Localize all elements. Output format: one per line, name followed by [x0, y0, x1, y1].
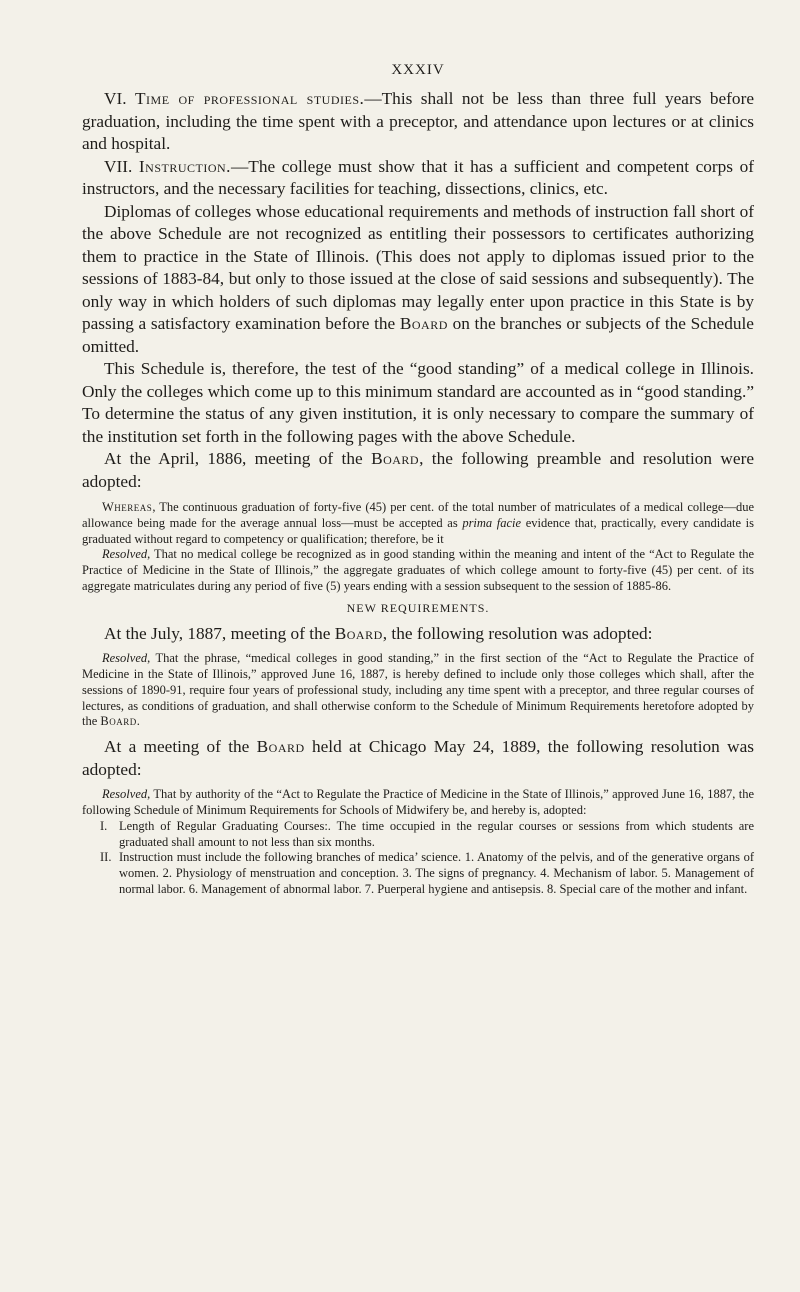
april-text: At the April, 1886, meeting of the: [104, 449, 363, 468]
resolved-text-1889: , That by authority of the “Act to Regulate the Practice of Medicine in the State of Illinois,” approved June 16, 1887, the following Schedule of Minimum Requirements for Schools of Midwifery be, and hereby is, adopted:: [82, 787, 754, 818]
list-item-text: Length of Regular Graduating Courses:. The time occupied in the regular courses or sessions from which students are graduated shall amount to not less than six months.: [119, 818, 754, 849]
diplomas-text: Diplomas of colleges whose educational requirements and methods of instruction fall short of the above Schedule are not recognized as entitling their possessors to certificates authorizing them to practice in the State of Illinois. (This does not apply to diplomas issued prior to the sessions of 1883-84, but only to those issued at the close of said sessions and subsequently). The only way in which holders of such diplomas may legally enter upon practice in this State is by passing a satisfactory examination before the: [82, 201, 754, 333]
resolved-1887: [82, 651, 754, 730]
resolved-text-1886: , That no medical college be recognized as in good standing within the meaning and intent of the “Act to Regulate the Practice of Medicine in the State of Illinois,” the aggregate graduates of which college amount to forty-five (45) per cent. of its aggregate matriculates during any period of five (5) years ending with a session subsequent to the session of 1885-86.: [82, 547, 754, 593]
page-number: XXXIV: [391, 62, 445, 78]
diplomas-paragraph: [82, 201, 754, 359]
section-vi: [82, 88, 754, 156]
resolved-label-1889: Resolved: [102, 787, 148, 802]
july-board: Board: [334, 623, 383, 643]
resolved-text-1887: , That the phrase, “medical colleges in good standing,” in the first section of the “Act to Regulate the Practice of Medicine in the State of Illinois,” approved June 16, 1887, is hereby defined to include only those colleges which shall, after the sessions of 1890-91, require four years of professional study, including any time spent with a preceptor, and three regular courses of lectures, as conditions of graduation, and shall otherwise conform to the Schedule of Minimum Requirements heretofore adopted by the: [82, 651, 754, 729]
april-board: Board: [371, 449, 420, 468]
section-vii-heading: Instruction.: [138, 156, 231, 176]
diplomas-text-end: on the branches or subjects of the Schedule omitted.: [82, 314, 754, 356]
resolved-1889: [82, 787, 754, 819]
chicago-board: Board: [256, 737, 305, 757]
july-text-end: , the following resolution was adopted:: [382, 623, 653, 643]
chicago-paragraph: [82, 736, 754, 781]
list-item-number: II.: [100, 850, 112, 865]
section-vi-numeral: VI.: [104, 89, 127, 108]
section-vii-text: —The college must show that it has a sufficient and competent corps of instructors, and the necessary facilities for teaching, dissections, clinics, etc.: [82, 156, 754, 198]
list-item: [82, 850, 754, 897]
whereas-text: , The continuous graduation of forty-five (45) per cent. of the total number of matriculates of a medical college—due allowance being made for the average annual loss—must be accepted as: [82, 500, 754, 530]
schedule-paragraph: This Schedule is, therefore, the test of the “good standing” of a medical college in Illinois. Only the colleges which come up to this minimum standard are accounted as in “good standing.” To determine the status of any given institution, it is only necessary to compare the summary of the institution set forth in the following pages with the above Schedule.: [82, 359, 754, 446]
section-vii-numeral: VII.: [104, 156, 133, 176]
july-paragraph: [82, 623, 754, 646]
whereas-text-end: evidence that, practically, every candidate is graduated without regard to competency or qualification; therefore, be it: [82, 515, 755, 546]
new-requirements-heading: NEW REQUIREMENTS.: [346, 600, 490, 615]
whereas-label: Whereas: [102, 500, 153, 514]
resolved-1887-end: .: [136, 714, 140, 729]
july-text: At the July, 1887, meeting of the: [104, 623, 331, 643]
whereas-paragraph: [82, 500, 754, 547]
diplomas-board: Board: [399, 314, 448, 333]
resolved-1886: [82, 547, 754, 594]
chicago-text-end: held at Chicago May 24, 1889, the following resolution was adopted:: [82, 737, 754, 779]
list-item-text: Instruction must include the following branches of medica’ science. 1. Anatomy of the pelvis, and of the generative organs of women. 2. Physiology of menstruation and conception. 3. The signs of pregnancy. 4. Mechanism of labor. 5. Management of normal labor. 6. Management of abnormal labor. 7. Puerperal hygiene and antisepsis. 8. Special care of the mother and infant.: [119, 850, 754, 897]
resolved-1887-board: Board: [100, 714, 137, 729]
chicago-text: At a meeting of the: [104, 737, 250, 757]
list-item: [82, 819, 754, 851]
section-vii: [82, 156, 754, 201]
resolved-label-1886: Resolved: [102, 547, 148, 562]
resolved-label-1887: Resolved: [102, 651, 148, 666]
midwifery-schedule-list: [82, 819, 754, 898]
april-text-end: , the following preamble and resolution were adopted:: [82, 449, 755, 491]
list-item-number: I.: [100, 818, 108, 833]
section-vi-heading: Time of professional studies.: [135, 89, 365, 108]
april-paragraph: [82, 448, 754, 493]
prima-facie: prima facie: [462, 515, 522, 530]
section-vi-text: —This shall not be less than three full years before graduation, including the time spent with a preceptor, and attendance upon lectures or at clinics and hospital.: [82, 89, 754, 153]
